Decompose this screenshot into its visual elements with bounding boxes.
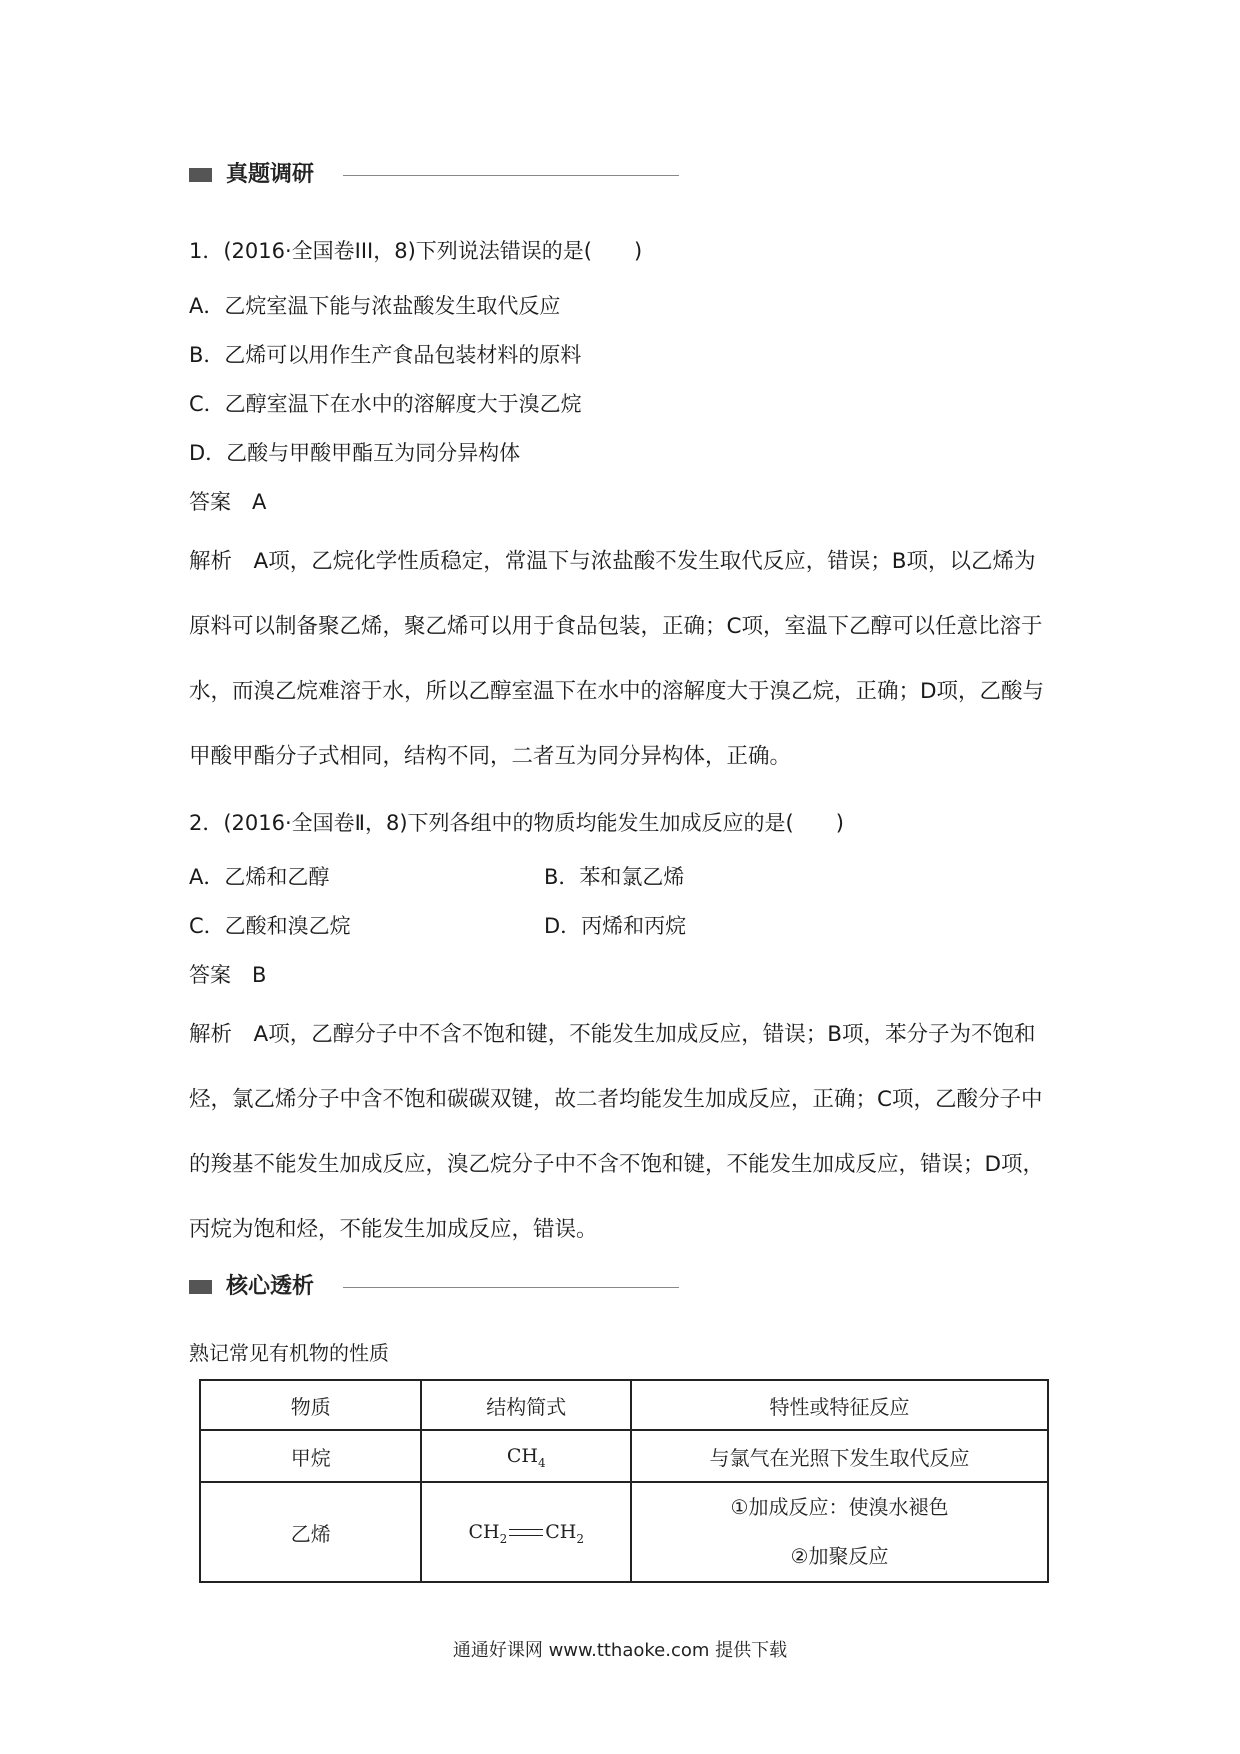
structural-formula [421, 1482, 631, 1582]
q2-option-b: B．苯和氯乙烯 [544, 865, 685, 889]
q1-option-a: A．乙烷室温下能与浓盐酸发生取代反应 [189, 294, 561, 318]
properties-table [199, 1379, 1049, 1583]
section-title: 真题调研 [226, 162, 315, 187]
page-footer: 通通好课网 www.tthaoke.com 提供下载 [452, 1640, 788, 1661]
table-row [200, 1482, 1048, 1582]
section-rule [343, 175, 679, 176]
formula-subscript: 2 [499, 1531, 508, 1546]
section-rule [343, 1287, 679, 1288]
substance-name: 乙烯 [200, 1482, 421, 1582]
q2-answer: 答案 B [189, 963, 267, 987]
question-2-stem: 2．(2016·全国卷Ⅱ，8)下列各组中的物质均能发生加成反应的是( ) [189, 811, 844, 835]
table-header-cell: 物质 [200, 1380, 421, 1430]
q1-analysis-line-4: 甲酸甲酯分子式相同，结构不同，二者互为同分异构体，正确。 [189, 744, 792, 769]
substance-name: 甲烷 [200, 1430, 421, 1482]
table-header-cell: 特性或特征反应 [631, 1380, 1048, 1430]
q1-option-c: C．乙醇室温下在水中的溶解度大于溴乙烷 [189, 392, 582, 416]
double-bond-icon [509, 1529, 543, 1536]
q2-option-a: A．乙烯和乙醇 [189, 865, 330, 889]
q2-analysis-line-4: 丙烷为饱和烃，不能发生加成反应，错误。 [189, 1217, 598, 1242]
q1-option-d: D．乙酸与甲酸甲酯互为同分异构体 [189, 441, 521, 465]
feature-item: ①加成反应：使溴水褪色 [730, 1495, 949, 1519]
q1-analysis-line-1: 解析 A项，乙烷化学性质稳定，常温下与浓盐酸不发生取代反应，错误；B项，以乙烯为 [189, 549, 1036, 574]
q2-analysis-line-3: 的羧基不能发生加成反应，溴乙烷分子中不含不饱和键，不能发生加成反应，错误；D项， [189, 1152, 1045, 1177]
q1-answer: 答案 A [189, 490, 267, 514]
q2-analysis-line-2: 烃，氯乙烯分子中含不饱和碳碳双键，故二者均能发生加成反应，正确；C项，乙酸分子中 [189, 1087, 1043, 1112]
table-header-cell: 结构简式 [421, 1380, 631, 1430]
table-header-row [200, 1380, 1048, 1430]
section-title: 核心透析 [226, 1274, 315, 1299]
feature-reaction: 与氯气在光照下发生取代反应 [631, 1430, 1048, 1482]
q1-option-b: B．乙烯可以用作生产食品包装材料的原料 [189, 343, 582, 367]
q1-analysis-line-3: 水，而溴乙烷难溶于水，所以乙醇室温下在水中的溶解度大于溴乙烷，正确；D项，乙酸与 [189, 679, 1045, 704]
formula-text: CH [545, 1520, 577, 1543]
q1-analysis-line-2: 原料可以制备聚乙烯，聚乙烯可以用于食品包装，正确；C项，室温下乙醇可以任意比溶于 [189, 614, 1043, 639]
formula-text: CH [468, 1520, 500, 1543]
section-header-zhenti [189, 158, 689, 194]
structural-formula [421, 1430, 631, 1482]
section-marker-icon [189, 1280, 212, 1294]
table-row [200, 1430, 1048, 1482]
feature-item: ②加聚反应 [790, 1544, 889, 1568]
table-caption: 熟记常见有机物的性质 [189, 1341, 389, 1365]
section-marker-icon [189, 168, 212, 182]
formula-text: CH [506, 1444, 538, 1467]
q2-analysis-line-1: 解析 A项，乙醇分子中不含不饱和键，不能发生加成反应，错误；B项，苯分子为不饱和 [189, 1022, 1036, 1047]
feature-reaction-list [631, 1482, 1048, 1582]
formula-subscript: 2 [576, 1531, 584, 1546]
section-header-hexin [189, 1270, 689, 1306]
q2-option-d: D．丙烯和丙烷 [544, 914, 687, 938]
q2-option-c: C．乙酸和溴乙烷 [189, 914, 351, 938]
formula-subscript: 4 [537, 1455, 546, 1470]
question-1-stem: 1．(2016·全国卷III，8)下列说法错误的是( ) [189, 239, 643, 263]
